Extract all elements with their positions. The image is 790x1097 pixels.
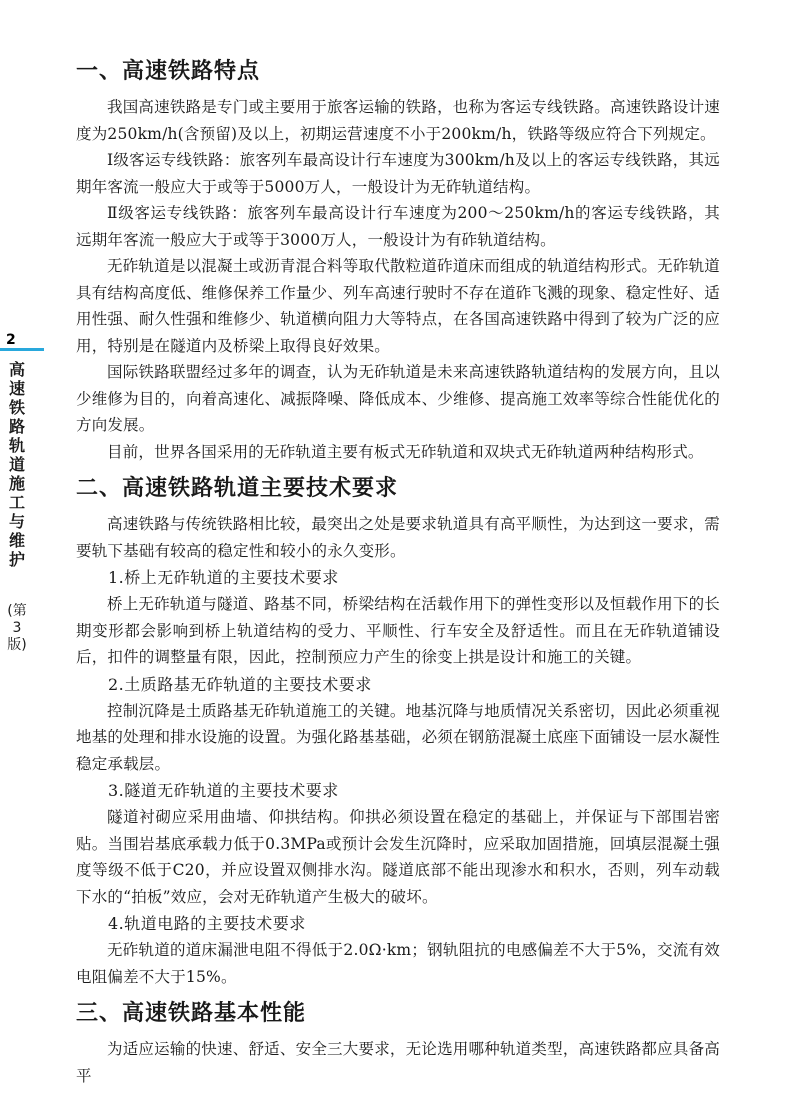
paragraph: 桥上无砟轨道与隧道、路基不同，桥梁结构在活载作用下的弹性变形以及恒载作用下的长期变形都会影响到桥上轨道结构的受力、平顺性、行车安全及舒适性。而且在无砟轨道铺设后，扣件的调整量有限，因此，控制预应力产生的徐变上拱是设计和施工的关键。: [76, 595, 720, 666]
paragraph: 国际铁路联盟经过多年的调查，认为无砟轨道是未来高速铁路轨道结构的发展方向，且以少维修为目的，向着高速化、减振降噪、降低成本、少维修、提高施工效率等综合性能优化的方向发展。: [76, 363, 720, 434]
paragraph: Ⅰ级客运专线铁路：旅客列车最高设计行车速度为300km/h及以上的客运专线铁路，其远期年客流一般应大于或等于5000万人，一般设计为无砟轨道结构。: [76, 151, 720, 196]
subsection-title: 4.轨道电路的主要技术要求: [108, 914, 306, 933]
paragraph: Ⅱ级客运专线铁路：旅客列车最高设计行车速度为200～250km/h的客运专线铁路，其远期年客流一般应大于或等于3000万人，一般设计为有砟轨道结构。: [76, 204, 720, 249]
paragraph: 隧道衬砌应采用曲墙、仰拱结构。仰拱必须设置在稳定的基础上，并保证与下部围岩密贴。当围岩基底承载力低于0.3MPa或预计会发生沉降时，应采取加固措施，回填层混凝土强度等级不低于C20，并应设置双侧排水沟。隧道底部不能出现渗水和积水，否则，列车动载下水的“拍板”效应，会对无砟轨道产生极大的破坏。: [76, 808, 720, 906]
running-book-title: 高速铁路轨道施工与维护: [8, 360, 25, 569]
paragraph: 高速铁路与传统铁路相比较，最突出之处是要求轨道具有高平顺性，为达到这一要求，需要轨下基础有较高的稳定性和较小的永久变形。: [76, 515, 720, 560]
page-content: [76, 56, 720, 1089]
paragraph: 为适应运输的快速、舒适、安全三大要求，无论选用哪种轨道类型，高速铁路都应具备高平: [76, 1040, 720, 1085]
margin-rail: [0, 332, 34, 720]
page-number: 2: [6, 332, 16, 348]
paragraph: 目前，世界各国采用的无砟轨道主要有板式无砟轨道和双块式无砟轨道两种结构形式。: [107, 442, 704, 461]
subsection-title: 1.桥上无砟轨道的主要技术要求: [108, 568, 339, 587]
section-heading-1: 一、高速铁路特点: [76, 59, 261, 84]
paragraph: 无砟轨道的道床漏泄电阻不得低于2.0Ω·km；钢轨阻抗的电感偏差不大于5%，交流有效电阻偏差不大于15%。: [76, 941, 720, 986]
paragraph: 无砟轨道是以混凝土或沥青混合料等取代散粒道砟道床而组成的轨道结构形式。无砟轨道具有结构高度低、维修保养工作量少、列车高速行驶时不存在道砟飞溅的现象、稳定性好、适用性强、耐久性强和维修少、轨道横向阻力大等特点，在各国高速铁路中得到了较为广泛的应用，特别是在隧道内及桥梁上取得良好效果。: [76, 257, 720, 355]
section-heading-3: 三、高速铁路基本性能: [76, 1001, 307, 1026]
subsection-title: 2.土质路基无砟轨道的主要技术要求: [108, 674, 372, 694]
section-heading-2: 二、高速铁路轨道主要技术要求: [76, 476, 399, 501]
paragraph: 我国高速铁路是专门或主要用于旅客运输的铁路，也称为客运专线铁路。高速铁路设计速度为250km/h(含预留)及以上，初期运营速度不小于200km/h，铁路等级应符合下列规定。: [76, 98, 720, 143]
rail-accent-line: [0, 348, 44, 351]
running-book-edition: (第3版): [7, 603, 27, 653]
paragraph: 控制沉降是土质路基无砟轨道施工的关键。地基沉降与地质情况关系密切，因此必须重视地基的处理和排水设施的设置。为强化路基基础，必须在钢筋混凝土底座下面铺设一层水凝性稳定承载层。: [76, 701, 720, 773]
subsection-title: 3.隧道无砟轨道的主要技术要求: [108, 781, 339, 800]
